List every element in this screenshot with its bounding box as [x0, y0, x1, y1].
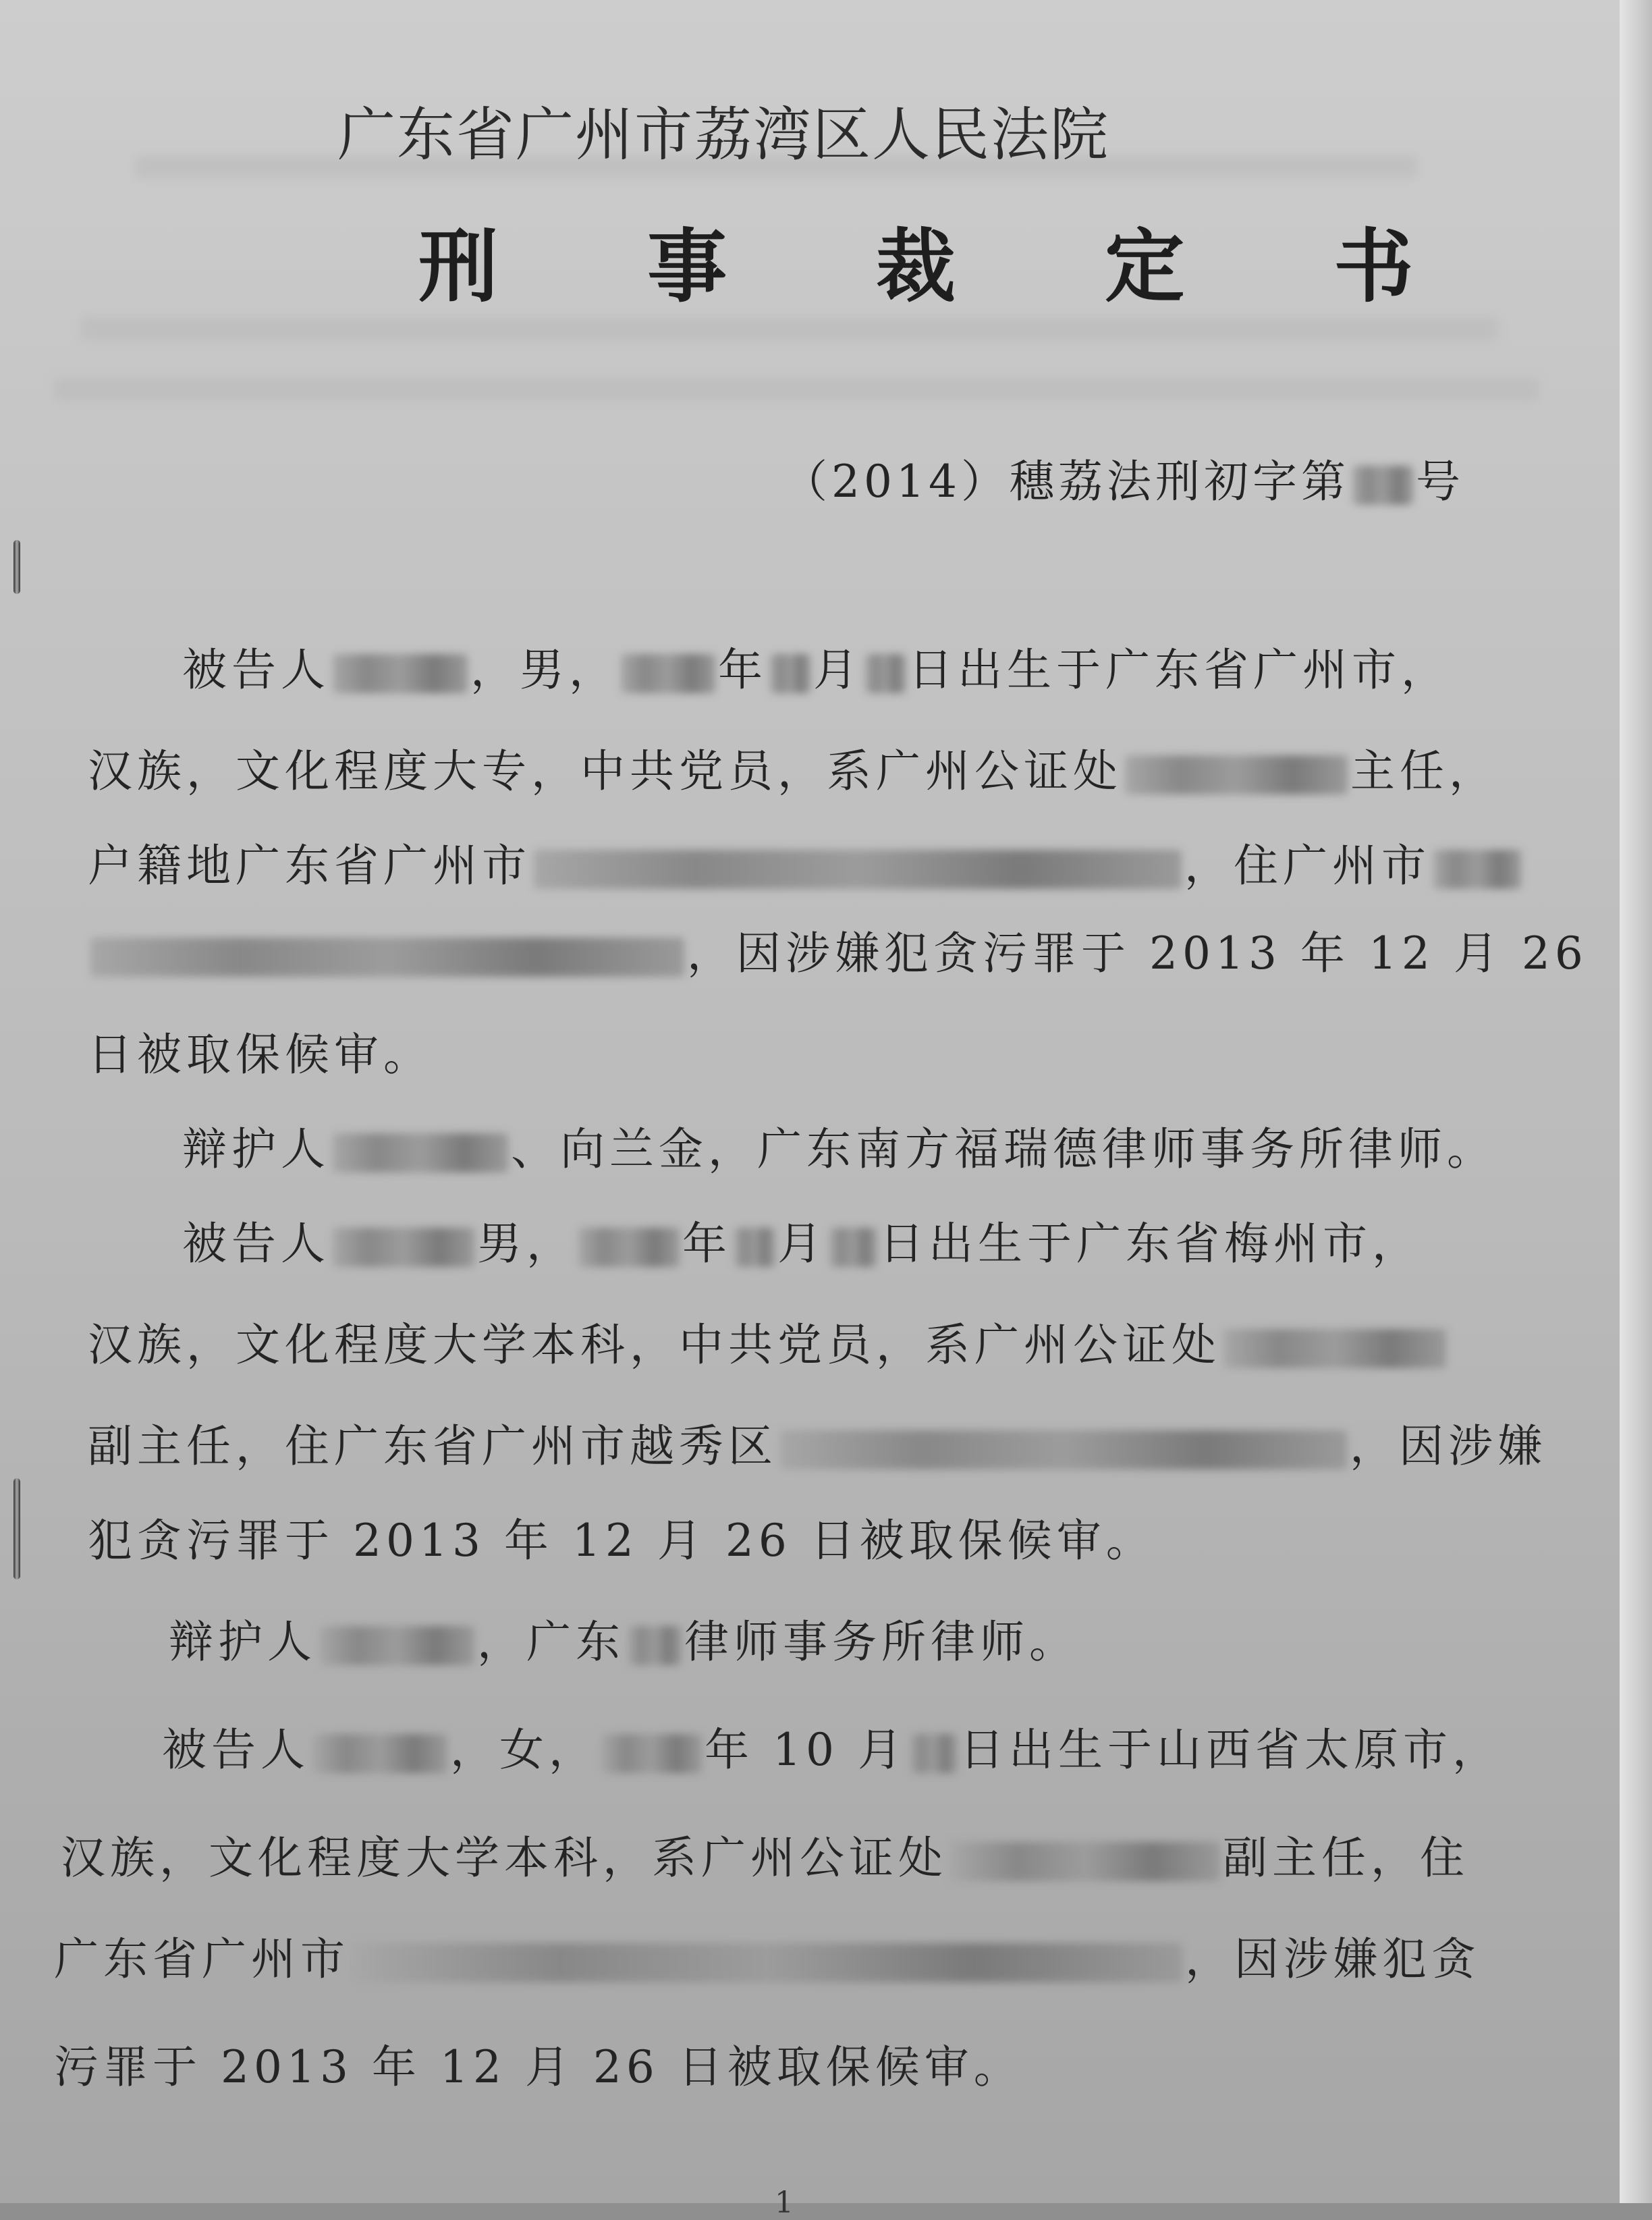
redacted-counsel-name — [333, 1133, 508, 1172]
redacted-birth-day — [865, 654, 906, 693]
text-span: 汉族，文化程度大专，中共党员，系广州公证处 — [88, 745, 1122, 797]
defendant-2-line-4: 犯贪污罪于 2013 年 12 月 26 日被取保候审。 — [88, 1515, 1155, 1567]
case-number — [783, 445, 1464, 510]
text-span: ，因涉嫌犯贪 — [1185, 1933, 1481, 1985]
text-span: 主任， — [1350, 745, 1498, 797]
defendant-3-line-2 — [61, 1832, 1469, 1884]
text-span: 男， — [477, 1218, 576, 1270]
text-span: 年 — [718, 644, 767, 696]
text-span: 广东省广州市 — [54, 1933, 350, 1985]
redacted-address — [780, 1430, 1347, 1469]
text-span: 汉族，文化程度大学本科，中共党员，系广州公证处 — [88, 1319, 1221, 1371]
defendant-2-line-1 — [182, 1218, 1421, 1270]
document-title: 刑 事 裁 定 书 — [418, 219, 1475, 313]
redacted-department — [950, 1842, 1220, 1881]
text-span: 律师事务所律师。 — [684, 1616, 1078, 1668]
redacted-counsel-name — [319, 1626, 474, 1665]
text-span: 日出生于山西省太原市， — [959, 1724, 1502, 1776]
redacted-residence-address — [90, 938, 684, 977]
text-span: ，女， — [450, 1724, 598, 1776]
redacted-birth-month — [734, 1228, 775, 1267]
text-span: ，因涉嫌 — [1350, 1420, 1547, 1472]
page-number: 1 — [775, 2186, 794, 2220]
redacted-birth-year — [601, 1734, 702, 1773]
redacted-name — [312, 1734, 447, 1773]
text-span: 日出生于广东省梅州市， — [879, 1218, 1421, 1270]
defense-counsel-1 — [182, 1123, 1496, 1175]
redacted-department — [1125, 755, 1348, 794]
text-span: 被告人 — [182, 1218, 330, 1270]
text-span: 年 10 月 — [705, 1724, 907, 1776]
defendant-3-line-1 — [162, 1724, 1502, 1776]
text-span: ，广东 — [477, 1616, 625, 1668]
redacted-name — [333, 1228, 474, 1267]
text-span: ，因涉嫌犯贪污罪于 2013 年 12 月 26 — [687, 927, 1588, 979]
text-span: 日出生于广东省广州市， — [908, 644, 1450, 696]
defendant-1-line-4 — [88, 927, 1588, 979]
text-span: 月 — [777, 1218, 827, 1270]
text-span: 、向兰金，广东南方福瑞德律师事务所律师。 — [511, 1123, 1496, 1175]
defendant-2-line-2 — [88, 1319, 1449, 1371]
redacted-birth-day — [910, 1734, 957, 1773]
defendant-1-line-1 — [182, 644, 1450, 696]
text-span: ，男， — [470, 644, 618, 696]
redacted-residence — [1433, 850, 1521, 889]
case-number-suffix: 号 — [1415, 456, 1464, 508]
defendant-2-line-3 — [88, 1420, 1547, 1472]
redacted-firm-name — [628, 1626, 682, 1665]
text-span: 被告人 — [162, 1724, 310, 1776]
redacted-birth-day — [829, 1228, 877, 1267]
staple-mark — [13, 540, 20, 594]
text-span: 年 — [682, 1218, 732, 1270]
redacted-name — [333, 654, 468, 693]
text-span: 副主任，住广东省广州市越秀区 — [88, 1420, 777, 1472]
redacted-address — [352, 1943, 1182, 1982]
bleed-through-text — [81, 317, 1498, 340]
court-name: 广东省广州市荔湾区人民法院 — [337, 101, 1109, 169]
defendant-3-line-4: 污罪于 2013 年 12 月 26 日被取保候审。 — [54, 2041, 1023, 2093]
redacted-birth-month — [770, 654, 810, 693]
text-span: ，住广州市 — [1184, 840, 1431, 892]
text-span: 副主任，住 — [1223, 1832, 1469, 1884]
text-span: 辩护人 — [182, 1123, 330, 1175]
defendant-1-line-5: 日被取保候审。 — [88, 1029, 433, 1081]
redacted-birth-year — [578, 1228, 680, 1267]
text-span: 辩护人 — [169, 1616, 316, 1668]
redacted-birth-year — [621, 654, 715, 693]
redacted-department — [1223, 1329, 1446, 1368]
bleed-through-text — [54, 378, 1539, 401]
text-span: 户籍地广东省广州市 — [88, 840, 531, 892]
staple-mark — [13, 1478, 20, 1579]
paper-edge — [1620, 0, 1652, 2203]
text-span: 月 — [813, 644, 862, 696]
defense-counsel-2 — [169, 1616, 1078, 1668]
redacted-household-address — [534, 850, 1182, 889]
defendant-1-line-3 — [88, 840, 1524, 892]
defendant-3-line-3 — [54, 1933, 1481, 1985]
redacted-case-number — [1352, 466, 1413, 505]
defendant-1-line-2 — [88, 745, 1498, 797]
text-span: 汉族，文化程度大学本科，系广州公证处 — [61, 1832, 947, 1884]
case-number-prefix: （2014）穗荔法刑初字第 — [783, 456, 1350, 508]
text-span: 被告人 — [182, 644, 330, 696]
